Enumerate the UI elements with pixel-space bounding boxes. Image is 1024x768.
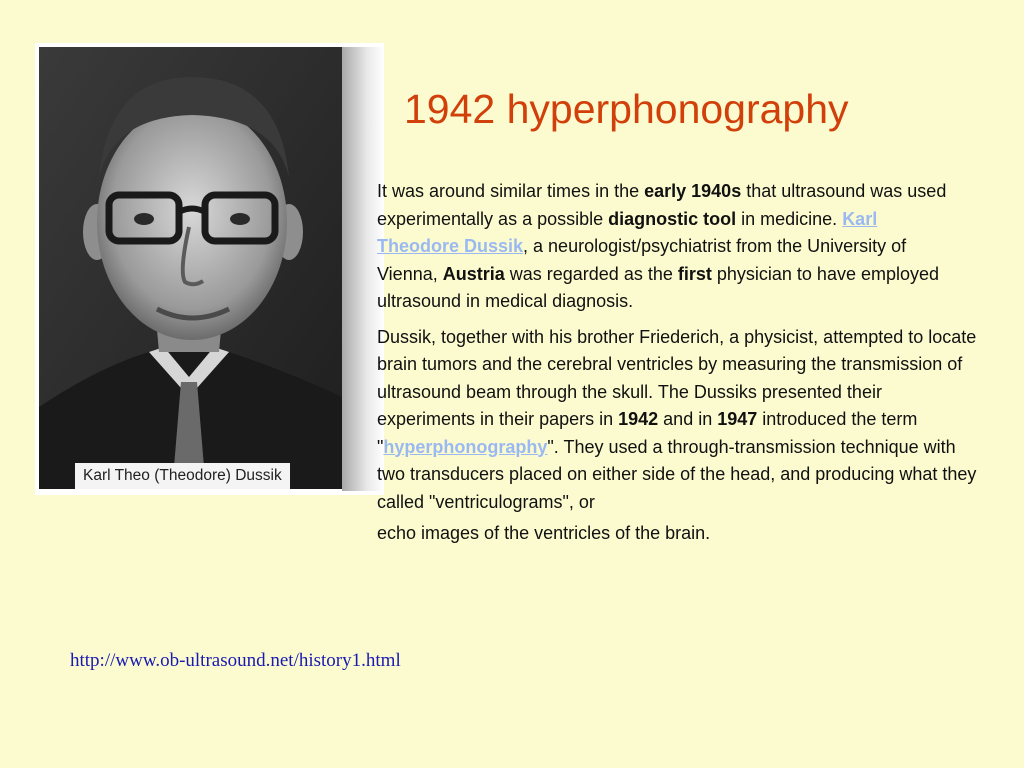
text-segment: It was around similar times in the — [377, 181, 645, 201]
bold-text: 1947 — [717, 409, 758, 429]
bold-text: Austria — [442, 263, 505, 284]
portrait-illustration — [39, 47, 342, 489]
body-text — [377, 178, 989, 618]
hyperphonography-link[interactable]: hyperphonography — [383, 436, 548, 457]
text-segment: , a neurologist/psychiatrist from the University of Vienna, — [377, 236, 907, 284]
text-segment: was regarded as the — [504, 263, 678, 284]
text-segment: physician to have employed ultrasound in medical diagnosis. — [377, 263, 940, 311]
text-segment: introduced the term " — [377, 409, 918, 457]
paragraph-1 — [377, 178, 947, 316]
text-segment: Dussik, together with his brother Friederich, a physicist, attempted to locate brain tumors and the cerebral ventricles by measuring the transmission of ultrasound beam through the skull. The Dussiks presented their experiments in their papers in — [377, 326, 977, 429]
paragraph-2 — [377, 324, 982, 548]
text-segment: that ultrasound was used experimentally as a possible — [377, 181, 947, 229]
portrait-photo — [35, 43, 384, 495]
bold-text: first — [677, 263, 712, 284]
slide-title: 1942 hyperphonography — [404, 86, 849, 132]
portrait-image — [39, 47, 342, 489]
bold-text: diagnostic tool — [608, 208, 737, 229]
text-segment: ". They used a through-transmission technique with two transducers placed on either side of the head, and producing what they called "ventriculograms", or — [377, 436, 977, 512]
source-url-link[interactable]: http://www.ob-ultrasound.net/history1.html — [70, 650, 401, 671]
text-segment: in medicine. — [736, 208, 843, 229]
text-segment: echo images of the ventricles of the brain. — [377, 523, 711, 543]
dussik-link[interactable]: Karl Theodore Dussik — [377, 208, 878, 256]
bold-text: early 1940s — [644, 181, 742, 201]
photo-caption: Karl Theo (Theodore) Dussik — [75, 463, 290, 489]
text-segment: and in — [658, 409, 718, 429]
bold-text: 1942 — [618, 409, 659, 429]
